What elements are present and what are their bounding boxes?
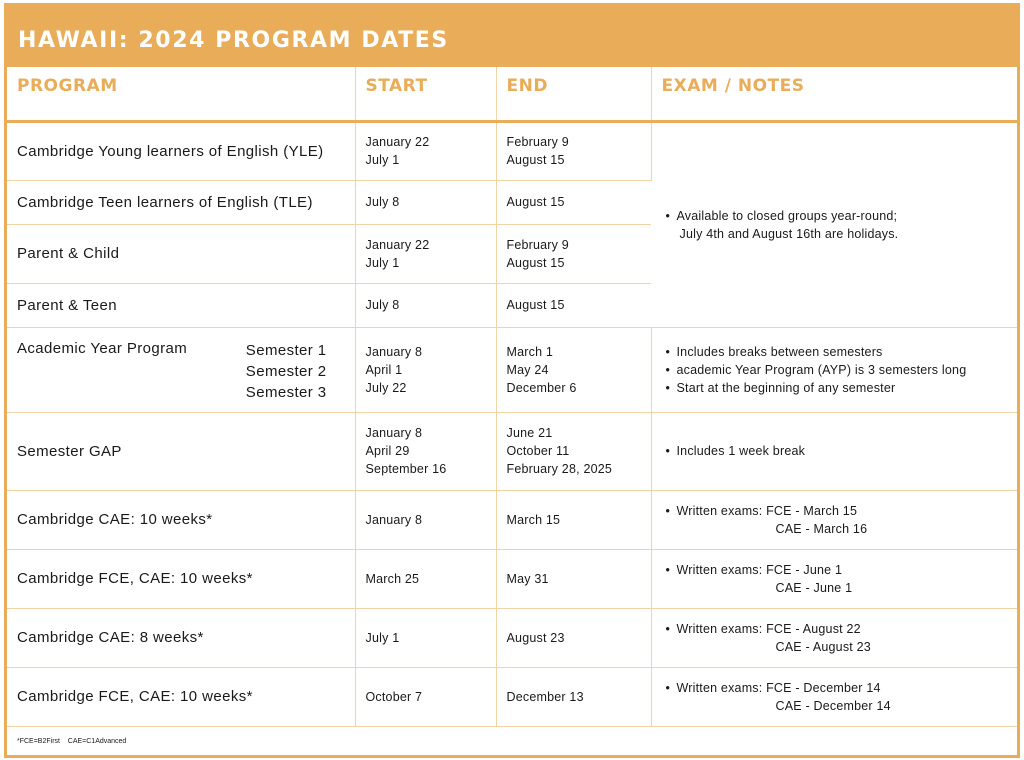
start-dates [355, 121, 496, 180]
row-notes [651, 327, 1017, 412]
start-date: July 1 [365, 153, 400, 167]
program-cell [7, 327, 355, 412]
program-name: Parent & Teen [7, 283, 355, 327]
end-dates [496, 283, 651, 327]
bullet-icon: • [665, 380, 671, 395]
row-notes [651, 412, 1017, 490]
program-name: Cambridge Teen learners of English (TLE) [7, 180, 355, 224]
end-date: March 15 [506, 512, 561, 527]
program-name: Semester GAP [7, 412, 355, 490]
program-dates-sheet [4, 3, 1020, 758]
note-item: • Available to closed groups year-round; [665, 208, 898, 223]
note-item: • Written exams: FCE - December 14 [665, 680, 881, 695]
start-dates [355, 490, 496, 549]
program-name: Cambridge FCE, CAE: 10 weeks* [7, 549, 355, 608]
end-date: May 31 [506, 571, 549, 586]
note-item: • Includes 1 week break [665, 444, 806, 458]
end-date: August 15 [506, 153, 565, 167]
table-row [7, 412, 1017, 490]
start-date: July 8 [365, 195, 400, 209]
program-name: Cambridge Young learners of English (YLE) [7, 121, 355, 180]
note-continuation: CAE - June 1 [775, 580, 853, 595]
start-date: July 8 [365, 298, 400, 312]
start-dates [355, 327, 496, 412]
bullet-icon: • [665, 562, 671, 577]
end-date: May 24 [506, 362, 549, 377]
page-title: HAWAII: 2024 PROGRAM DATES [7, 6, 1017, 67]
end-date: August 15 [506, 195, 565, 209]
end-dates [496, 412, 651, 490]
start-date: April 1 [365, 362, 403, 377]
end-dates [496, 549, 651, 608]
note-continuation: CAE - March 16 [775, 521, 868, 536]
start-date: January 22 [365, 237, 430, 252]
column-header-start: START [355, 67, 496, 121]
footnote: *FCE=B2First CAE=C1Advanced [7, 726, 1017, 756]
footer-row [7, 726, 1017, 756]
program-dates-table [7, 67, 1017, 756]
program-name: Academic Year Program [17, 339, 188, 357]
start-dates [355, 180, 496, 224]
row-notes [651, 549, 1017, 608]
table-row [7, 121, 1017, 180]
column-header-notes: EXAM / NOTES [651, 67, 1017, 121]
start-dates [355, 283, 496, 327]
start-dates [355, 224, 496, 283]
end-date: October 11 [506, 444, 570, 458]
start-date: January 8 [365, 512, 423, 527]
bullet-icon: • [665, 503, 671, 518]
end-dates [496, 327, 651, 412]
end-date: August 15 [506, 255, 565, 270]
end-date: June 21 [506, 426, 553, 440]
start-date: January 22 [365, 135, 430, 149]
group-notes [651, 121, 1017, 327]
program-name: Cambridge FCE, CAE: 10 weeks* [7, 667, 355, 726]
start-dates [355, 412, 496, 490]
end-date: February 9 [506, 135, 569, 149]
note-continuation: CAE - December 14 [775, 698, 891, 713]
end-dates [496, 121, 651, 180]
table-header [7, 67, 1017, 121]
start-date: January 8 [365, 344, 423, 359]
start-date: July 22 [365, 380, 407, 395]
bullet-icon: • [665, 444, 671, 458]
bullet-icon: • [665, 344, 671, 359]
table-row [7, 667, 1017, 726]
row-notes [651, 608, 1017, 667]
bullet-icon: • [665, 680, 671, 695]
table-row [7, 490, 1017, 549]
end-date: December 6 [506, 380, 577, 395]
semester-list [246, 340, 327, 403]
end-dates [496, 224, 651, 283]
table-row [7, 608, 1017, 667]
start-date: January 8 [365, 426, 423, 440]
start-date: March 25 [365, 571, 420, 586]
bullet-icon: • [665, 621, 671, 636]
row-notes [651, 490, 1017, 549]
column-header-program: PROGRAM [7, 67, 355, 121]
end-dates [496, 180, 651, 224]
row-notes [651, 667, 1017, 726]
program-name: Cambridge CAE: 8 weeks* [7, 608, 355, 667]
table-row [7, 549, 1017, 608]
note-continuation: July 4th and August 16th are holidays. [679, 226, 899, 241]
bullet-icon: • [665, 362, 671, 377]
column-header-end: END [496, 67, 651, 121]
program-name: Parent & Child [7, 224, 355, 283]
start-date: April 29 [365, 444, 410, 458]
start-date: July 1 [365, 255, 400, 270]
start-dates [355, 608, 496, 667]
note-item: • academic Year Program (AYP) is 3 semesters long [665, 362, 967, 377]
end-date: December 13 [506, 689, 584, 704]
end-dates [496, 608, 651, 667]
note-item: • Written exams: FCE - June 1 [665, 562, 843, 577]
end-dates [496, 667, 651, 726]
start-dates [355, 667, 496, 726]
start-date: September 16 [365, 462, 447, 476]
semester-label: Semester 3 [245, 383, 327, 401]
note-item: • Start at the beginning of any semester [665, 380, 896, 395]
start-date: July 1 [365, 630, 400, 645]
end-date: March 1 [506, 344, 554, 359]
note-item: • Includes breaks between semesters [665, 344, 883, 359]
note-continuation: CAE - August 23 [775, 639, 871, 654]
semester-label: Semester 1 [245, 341, 327, 359]
start-dates [355, 549, 496, 608]
end-dates [496, 490, 651, 549]
end-date: February 9 [506, 237, 569, 252]
note-item: • Written exams: FCE - March 15 [665, 503, 858, 518]
semester-label: Semester 2 [245, 362, 327, 380]
end-date: August 23 [506, 630, 565, 645]
end-date: August 15 [506, 298, 565, 312]
note-item: • Written exams: FCE - August 22 [665, 621, 861, 636]
end-date: February 28, 2025 [506, 462, 613, 476]
bullet-icon: • [665, 208, 671, 223]
table-row [7, 327, 1017, 412]
program-name: Cambridge CAE: 10 weeks* [7, 490, 355, 549]
start-date: October 7 [365, 689, 423, 704]
